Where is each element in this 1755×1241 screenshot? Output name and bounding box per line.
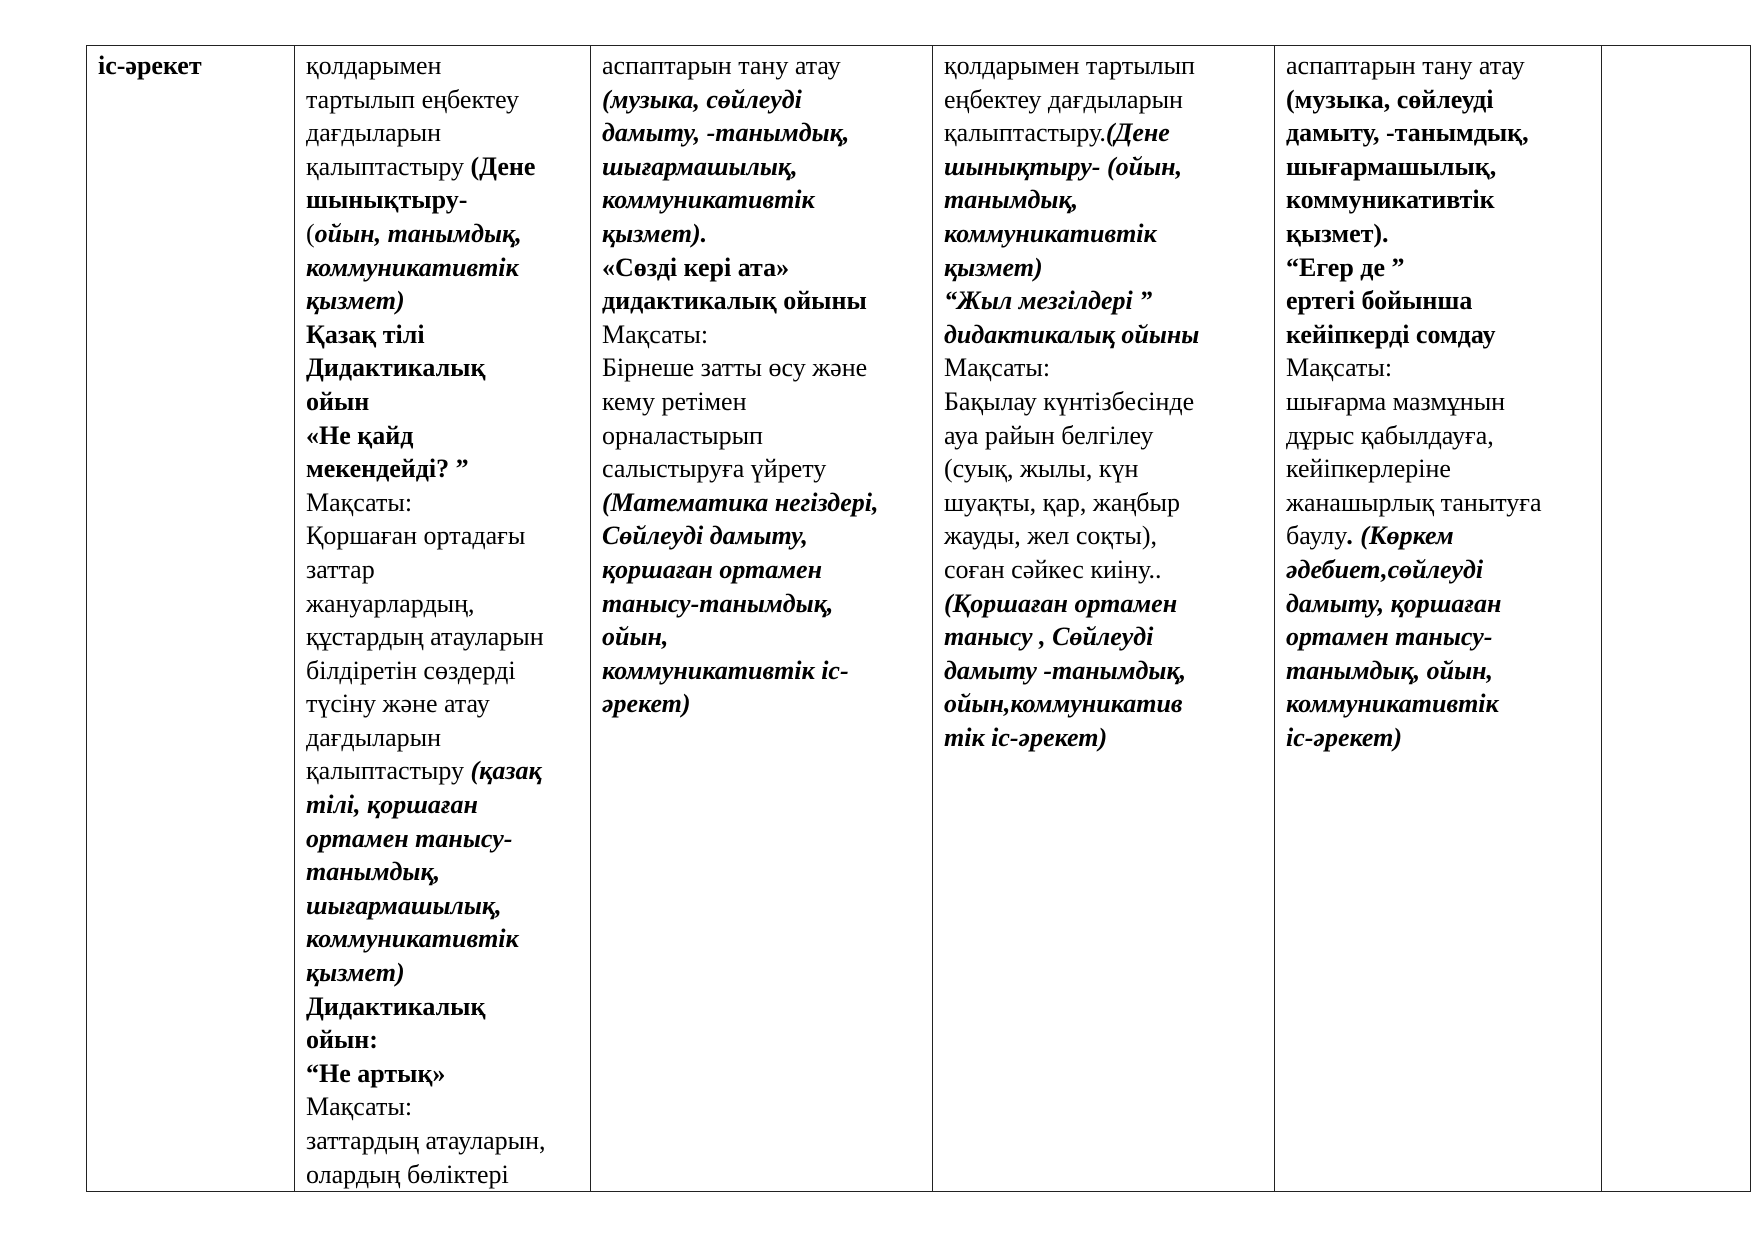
activity-cell-3 (933, 46, 1275, 1192)
text-run: ойын, танымдық, (314, 218, 522, 248)
text-line (1286, 251, 1591, 285)
text-line (944, 654, 1264, 688)
text-line (602, 150, 922, 184)
text-line (944, 116, 1264, 150)
text-run: (Дене (1105, 118, 1170, 148)
text-run: «Сөзді кері ата» (602, 252, 790, 282)
text-line (944, 553, 1264, 587)
text-line (306, 1057, 580, 1091)
text-line (306, 922, 580, 956)
text-run: (суық, жылы, күн (944, 454, 1139, 484)
text-line (602, 83, 922, 117)
text-line (306, 553, 580, 587)
text-line (602, 419, 922, 453)
text-run: танымдық, ойын, (1286, 655, 1494, 685)
table-row (87, 46, 1751, 1192)
text-run: заттардың атауларын, (306, 1126, 546, 1155)
text-run: ауа райын белгілеу (944, 420, 1154, 450)
text-run: әдебиет,сөйлеуді (1286, 554, 1484, 584)
text-line (1286, 519, 1591, 553)
text-line (944, 83, 1264, 117)
text-line (944, 587, 1264, 621)
text-run: қолдарымен (306, 51, 442, 80)
text-line (602, 351, 922, 385)
text-run: Қазақ тілі (306, 319, 425, 349)
text-run: дамыту, -танымдық, (1286, 118, 1529, 148)
text-run: дұрыс қабылдауға, (1286, 420, 1494, 450)
text-run: “Егер де ” (1286, 252, 1405, 282)
text-run: ойын,коммуникатив (944, 689, 1183, 719)
text-run: коммуникативтік (602, 185, 815, 215)
text-run: тілі, қоршаған (306, 790, 478, 820)
text-run: әрекет) (602, 689, 691, 719)
text-line (306, 1124, 580, 1158)
text-run: Мақсаты: (944, 353, 1051, 383)
text-run: ( (306, 218, 315, 248)
text-line (306, 587, 580, 621)
text-run: іс-әрекет) (1286, 722, 1402, 752)
text-line (1286, 620, 1591, 654)
text-run: заттар (306, 554, 375, 584)
text-run: коммуникативтік (1286, 185, 1495, 215)
text-line (1286, 452, 1591, 486)
text-run: коммуникативтік (306, 252, 519, 282)
text-run: қызмет) (944, 252, 1043, 282)
text-run: “Жыл мезгілдері ” (944, 286, 1153, 316)
text-run: түсіну және атау (306, 689, 490, 719)
text-run: дидактикалық ойыны (944, 319, 1200, 349)
text-line (944, 419, 1264, 453)
text-line (602, 116, 922, 150)
text-run: қоршаған ортамен (602, 554, 823, 584)
text-run: шығармашылық, (1286, 151, 1497, 181)
activity-cell-1 (295, 46, 591, 1192)
text-run: кему ретімен (602, 386, 747, 416)
text-run: танысу , Сөйлеуді (944, 622, 1154, 652)
text-line (306, 183, 580, 217)
text-line (602, 687, 922, 721)
text-line (306, 419, 580, 453)
text-run: дамыту, қоршаған (1286, 588, 1502, 618)
text-line (1286, 587, 1591, 621)
text-line (306, 754, 580, 788)
text-run: ертегі бойынша (1286, 286, 1473, 316)
text-line (602, 385, 922, 419)
text-run: іс-әрекет (98, 51, 202, 80)
text-run: Бірнеше затты өсу және (602, 353, 868, 383)
text-run: шығармашылық, (602, 151, 798, 181)
text-line (602, 318, 922, 352)
text-line (944, 49, 1264, 83)
empty-cell (1602, 46, 1751, 1192)
text-run: шынықтыру- (306, 185, 468, 215)
text-run: шығарма мазмұнын (1286, 386, 1506, 416)
text-run: шуақты, қар, жаңбыр (944, 487, 1180, 517)
text-run: дағдыларын (306, 118, 442, 148)
text-line (944, 150, 1264, 184)
text-line (306, 889, 580, 923)
text-run: дидактикалық ойыны (602, 286, 867, 316)
text-run: тік іс-әрекет) (944, 722, 1108, 752)
text-line (602, 49, 922, 83)
text-line (602, 587, 922, 621)
text-run: жануарлардың, (306, 588, 475, 618)
text-run: қалыптастыру (306, 151, 471, 181)
text-run: олардың бөліктері (306, 1159, 509, 1189)
text-run: шығармашылық, (306, 890, 502, 920)
text-line (306, 687, 580, 721)
text-line (602, 620, 922, 654)
text-line (306, 990, 580, 1024)
text-line (944, 183, 1264, 217)
activity-cell-2 (591, 46, 933, 1192)
text-line (306, 284, 580, 318)
text-line (602, 452, 922, 486)
text-line (1286, 150, 1591, 184)
text-run: Дидактикалық (306, 353, 486, 383)
text-line (1286, 351, 1591, 385)
text-line (1286, 721, 1591, 755)
text-line (306, 318, 580, 352)
text-run: қолдарымен тартылып (944, 51, 1195, 80)
text-line (306, 452, 580, 486)
text-run: Дидактикалық (306, 991, 486, 1021)
text-run: Мақсаты: (306, 1092, 413, 1122)
text-run: ортамен танысу- (306, 823, 513, 853)
text-line (306, 620, 580, 654)
text-line (306, 351, 580, 385)
text-run: коммуникативтік (944, 218, 1157, 248)
text-run: Мақсаты: (306, 487, 413, 517)
text-line (1286, 318, 1591, 352)
text-run: танымдық, (306, 857, 441, 887)
text-run: (музыка, сөйлеуді (1286, 84, 1494, 114)
text-line (944, 486, 1264, 520)
text-line (602, 486, 922, 520)
text-line (944, 251, 1264, 285)
text-line (602, 654, 922, 688)
text-line (602, 284, 922, 318)
text-run: баулу (1286, 521, 1348, 551)
text-line (306, 788, 580, 822)
text-line (1286, 553, 1591, 587)
text-run: шынықтыру- (ойын, (944, 151, 1183, 181)
text-run: (Қоршаған ортамен (944, 588, 1178, 618)
text-run: ойын (306, 386, 370, 416)
row-label-cell (87, 46, 295, 1192)
text-run: еңбектеу дағдыларын (944, 84, 1183, 114)
text-run: (музыка, сөйлеуді (602, 84, 802, 114)
text-line (1286, 654, 1591, 688)
text-run: ойын, (602, 622, 669, 652)
plan-table (86, 45, 1751, 1192)
text-line (306, 822, 580, 856)
text-line (1286, 49, 1591, 83)
text-run: Сөйлеуді дамыту, (602, 521, 808, 551)
text-run: кейіпкерді сомдау (1286, 319, 1496, 349)
text-line (944, 284, 1264, 318)
text-run: қалыптастыру (306, 756, 471, 786)
text-line (944, 620, 1264, 654)
text-line (602, 519, 922, 553)
text-line (1286, 385, 1591, 419)
text-run: қызмет) (306, 286, 405, 316)
text-run: (Дене (470, 151, 536, 181)
text-run: аспаптарын тану атау (602, 51, 841, 80)
text-line (944, 217, 1264, 251)
text-line (944, 385, 1264, 419)
text-line (306, 486, 580, 520)
text-line (306, 49, 580, 83)
text-run: танысу-танымдық, (602, 588, 834, 618)
text-line (944, 452, 1264, 486)
text-line (98, 49, 284, 83)
text-line (306, 217, 580, 251)
text-run: коммуникативтік іс- (602, 655, 849, 685)
text-run: Мақсаты: (1286, 353, 1393, 383)
text-line (1286, 419, 1591, 453)
text-run: мекендейді? ” (306, 454, 469, 484)
text-run: (Математика негіздері, (602, 487, 879, 517)
text-run: ортамен танысу- (1286, 622, 1493, 652)
text-run: . (Көркем (1347, 521, 1454, 551)
text-run: дамыту -танымдық, (944, 655, 1187, 685)
text-line (306, 116, 580, 150)
text-line (1286, 217, 1591, 251)
text-line (306, 855, 580, 889)
text-line (944, 318, 1264, 352)
text-line (602, 553, 922, 587)
text-line (306, 1158, 580, 1192)
text-run: соған сәйкес киіну.. (944, 554, 1162, 584)
text-run: кейіпкерлеріне (1286, 454, 1451, 484)
text-run: аспаптарын тану атау (1286, 51, 1525, 80)
text-line (306, 1090, 580, 1124)
text-run: Бақылау күнтізбесінде (944, 386, 1195, 416)
text-run: орналастырып (602, 420, 763, 450)
text-line (306, 519, 580, 553)
text-line (306, 150, 580, 184)
activity-cell-4 (1275, 46, 1602, 1192)
text-run: жанашырлық танытуға (1286, 487, 1542, 517)
text-line (306, 654, 580, 688)
text-run: коммуникативтік (1286, 689, 1499, 719)
text-line (602, 217, 922, 251)
text-run: білдіретін сөздерді (306, 655, 516, 685)
text-line (944, 351, 1264, 385)
text-run: Қоршаған ортадағы (306, 521, 526, 551)
text-run: салыстыруға үйрету (602, 454, 827, 484)
text-line (306, 721, 580, 755)
text-run: қызмет). (602, 218, 708, 248)
text-run: құстардың атауларын (306, 622, 544, 652)
text-line (1286, 116, 1591, 150)
text-run: тартылып еңбектеу (306, 84, 519, 114)
text-line (1286, 687, 1591, 721)
text-run: (қазақ (470, 756, 542, 786)
text-line (944, 519, 1264, 553)
text-run: “Не артық» (306, 1058, 446, 1088)
text-run: дағдыларын (306, 722, 442, 752)
text-line (1286, 486, 1591, 520)
text-line (944, 721, 1264, 755)
text-run: қалыптастыру. (944, 118, 1106, 148)
text-line (1286, 83, 1591, 117)
text-line (1286, 284, 1591, 318)
text-line (602, 183, 922, 217)
text-line (1286, 183, 1591, 217)
text-line (944, 687, 1264, 721)
text-run: ойын: (306, 1025, 378, 1055)
text-run: Мақсаты: (602, 319, 709, 349)
text-run: «Не қайд (306, 420, 414, 450)
text-run: жауды, жел соқты), (944, 521, 1158, 551)
text-run: танымдық, (944, 185, 1079, 215)
text-line (306, 956, 580, 990)
text-run: қызмет) (306, 958, 405, 988)
text-line (602, 251, 922, 285)
text-line (306, 385, 580, 419)
text-run: қызмет). (1286, 218, 1389, 248)
text-line (306, 251, 580, 285)
text-line (306, 1023, 580, 1057)
text-run: коммуникативтік (306, 924, 519, 954)
text-run: дамыту, -танымдық, (602, 118, 850, 148)
text-line (306, 83, 580, 117)
